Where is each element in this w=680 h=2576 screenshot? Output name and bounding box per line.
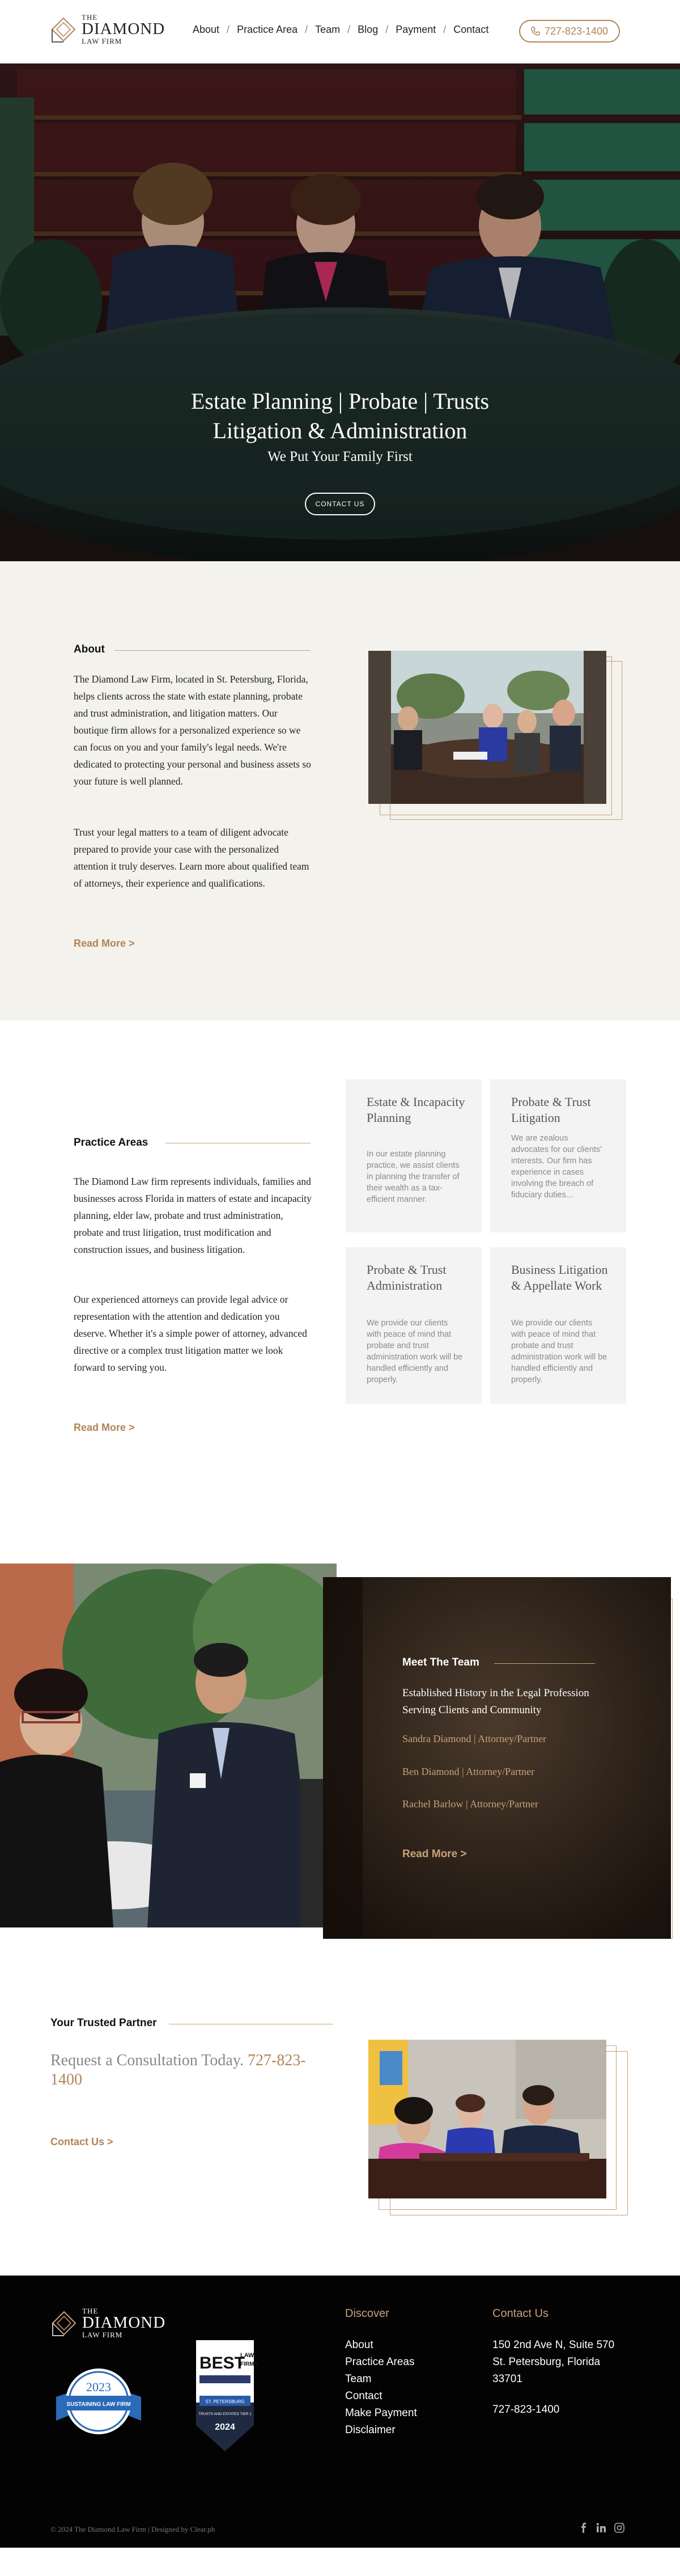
instagram-icon[interactable] [614, 2523, 624, 2536]
logo-diamond-icon [50, 2308, 78, 2338]
partner-section [0, 1978, 680, 2276]
logo-sub: LAW FIRM [82, 2331, 123, 2339]
footer-phone[interactable]: 727-823-1400 [492, 2404, 560, 2416]
footer-contact-title: Contact Us [492, 2307, 549, 2320]
about-title-line [114, 650, 311, 651]
nav-separator: / [443, 24, 447, 35]
partner-photo [368, 2040, 606, 2198]
footer-link-practice-areas[interactable]: Practice Areas [345, 2356, 415, 2368]
team-section [0, 1553, 680, 1978]
team-title: Meet The Team [402, 1656, 479, 1668]
sustaining-law-firm-badge [50, 2362, 147, 2441]
team-title-line [494, 1663, 595, 1664]
consult-phone[interactable]: 727-823-1400 [50, 2052, 306, 2088]
team-member-ben[interactable]: Ben Diamond | Attorney/Partner [402, 1766, 535, 1777]
logo-name: DIAMOND [82, 2314, 166, 2332]
nav-separator: / [227, 24, 230, 35]
hero [0, 63, 680, 561]
card-title: Probate & Trust Administration [367, 1262, 447, 1293]
hero-contact-button[interactable]: CONTACT US [305, 493, 375, 515]
footer-discover-title: Discover [345, 2307, 389, 2320]
nav-separator: / [385, 24, 389, 35]
main-nav [193, 24, 488, 36]
linkedin-icon[interactable] [596, 2523, 606, 2536]
about-section [0, 561, 680, 1020]
footer-logo[interactable] [50, 2307, 165, 2338]
phone-icon [531, 27, 540, 36]
team-established: Established History in the Legal Profession Serving Clients and Community [402, 1687, 589, 1716]
practice-section [0, 1020, 680, 1553]
badge2-city: ST. PETERSBURG [205, 2399, 245, 2404]
badge2-firms: FIRMS [240, 2361, 258, 2367]
hero-title-line1: Estate Planning | Probate | Trusts [190, 388, 490, 414]
footer-link-contact[interactable]: Contact [345, 2390, 382, 2402]
card-title: Estate & Incapacity Planning [367, 1095, 465, 1125]
best-law-firms-badge [196, 2340, 258, 2451]
header-phone-label: 727-823-1400 [544, 25, 609, 37]
about-photo [368, 651, 606, 804]
badge2-law: LAW [240, 2352, 254, 2359]
hero-photo [0, 63, 680, 561]
team-member-rachel[interactable]: Rachel Barlow | Attorney/Partner [402, 1798, 539, 1810]
partner-photo-stack [367, 2040, 635, 2215]
practice-card-administration[interactable] [346, 1247, 482, 1404]
practice-paragraph-1: The Diamond Law firm represents individuals, families and businesses across Florida in matters of estate and incapacity planning, elder law, probate and trust administration, probate and trust litigation, trust modification and construction issues, and business litigation. [74, 1176, 312, 1255]
card-desc: We are zealous advocates for our clients' interests. Our firm has experience in cases involving the breach of fiduciary duties... [511, 1134, 602, 1200]
hero-title-line2: Litigation & Administration [212, 418, 468, 443]
about-paragraph-1: The Diamond Law Firm, located in St. Petersburg, Florida, helps clients across the state with estate planning, probate and trust administration, and litigation matters. Our boutique firm allows for a personalized experience so we can focus on you and your family's legal needs. We're dedicated to protecting your personal and business assets so your future is well planned. [74, 673, 311, 787]
card-title: Probate & Trust Litigation [511, 1095, 591, 1125]
about-photo-stack [367, 651, 623, 821]
card-title: Business Litigation & Appellate Work [511, 1262, 608, 1293]
practice-title: Practice Areas [74, 1137, 148, 1149]
logo[interactable] [50, 14, 165, 45]
about-read-more[interactable]: Read More > [74, 938, 135, 949]
hero-subtitle: We Put Your Family First [267, 449, 413, 464]
hero-title [0, 387, 680, 446]
nav-blog[interactable]: Blog [358, 24, 379, 35]
consult-text [50, 2051, 317, 2090]
nav-contact[interactable]: Contact [453, 24, 489, 35]
logo-sub: LAW FIRM [82, 37, 122, 45]
team-photo [0, 1564, 337, 1927]
practice-card-estate[interactable] [346, 1079, 482, 1232]
card-desc: We provide our clients with peace of mind that probate and trust administration work will be handled efficiently and properly. [511, 1319, 607, 1384]
badge1-label: SUSTAINING LAW FIRM [66, 2401, 131, 2408]
footer-address-line: St. Petersburg, Florida [492, 2356, 601, 2368]
nav-separator: / [305, 24, 308, 35]
footer-link-team[interactable]: Team [345, 2373, 372, 2385]
nav-team[interactable]: Team [315, 24, 341, 35]
team-member-sandra[interactable]: Sandra Diamond | Attorney/Partner [402, 1733, 547, 1744]
logo-the: THE [82, 2307, 99, 2315]
logo-the: THE [82, 13, 98, 22]
header-phone-button[interactable] [519, 20, 620, 43]
logo-diamond-icon [50, 15, 77, 44]
nav-payment[interactable]: Payment [396, 24, 436, 35]
facebook-icon[interactable] [579, 2523, 588, 2536]
badge2-year: 2024 [215, 2422, 235, 2432]
partner-contact-link[interactable]: Contact Us > [50, 2136, 113, 2147]
footer-link-payment[interactable]: Make Payment [345, 2407, 417, 2419]
about-title: About [74, 643, 105, 655]
site-header [0, 0, 680, 63]
card-desc: In our estate planning practice, we assist clients in planning the transfer of their wealth as a tax-efficient manner. [367, 1150, 460, 1204]
team-panel [323, 1577, 671, 1939]
nav-about[interactable]: About [193, 24, 220, 35]
practice-card-litigation[interactable] [490, 1079, 626, 1232]
logo-name: DIAMOND [82, 20, 165, 38]
card-desc: We provide our clients with peace of mind that probate and trust administration work will be handled efficiently and properly. [367, 1319, 463, 1384]
consult-label: Request a Consultation Today. [50, 2052, 244, 2069]
badge2-tier: TRUSTS AND ESTATES TIER 1 [198, 2412, 252, 2416]
footer-address-line: 150 2nd Ave N, Suite 570 [492, 2339, 615, 2351]
team-panel-bg [323, 1577, 671, 1939]
footer-link-about[interactable]: About [345, 2339, 373, 2351]
about-paragraph-2: Trust your legal matters to a team of diligent advocate prepared to provide your case with the personalized attention it truly deserves. Learn more about qualified team of attorneys, their experience and qualifications. [74, 827, 309, 889]
badge2-best: BEST [199, 2354, 245, 2372]
team-read-more[interactable]: Read More > [402, 1848, 467, 1860]
practice-paragraph-2: Our experienced attorneys can provide legal advice or representation with the attention and dedication you deserve. Whether it's a simple power of attorney, advanced directive or a complex trust litigation matter we look forward to serving you. [74, 1294, 307, 1373]
footer-address-line: 33701 [492, 2373, 522, 2385]
footer-link-disclaimer[interactable]: Disclaimer [345, 2424, 396, 2436]
footer-copyright: © 2024 The Diamond Law Firm | Designed by Clear.ph [50, 2525, 215, 2533]
practice-read-more[interactable]: Read More > [74, 1422, 135, 1433]
practice-card-business[interactable] [490, 1247, 626, 1404]
badge1-year: 2023 [86, 2380, 111, 2394]
partner-title: Your Trusted Partner [50, 2017, 157, 2029]
nav-practice-area[interactable]: Practice Area [237, 24, 298, 35]
nav-separator: / [347, 24, 351, 35]
site-footer [0, 2276, 680, 2548]
